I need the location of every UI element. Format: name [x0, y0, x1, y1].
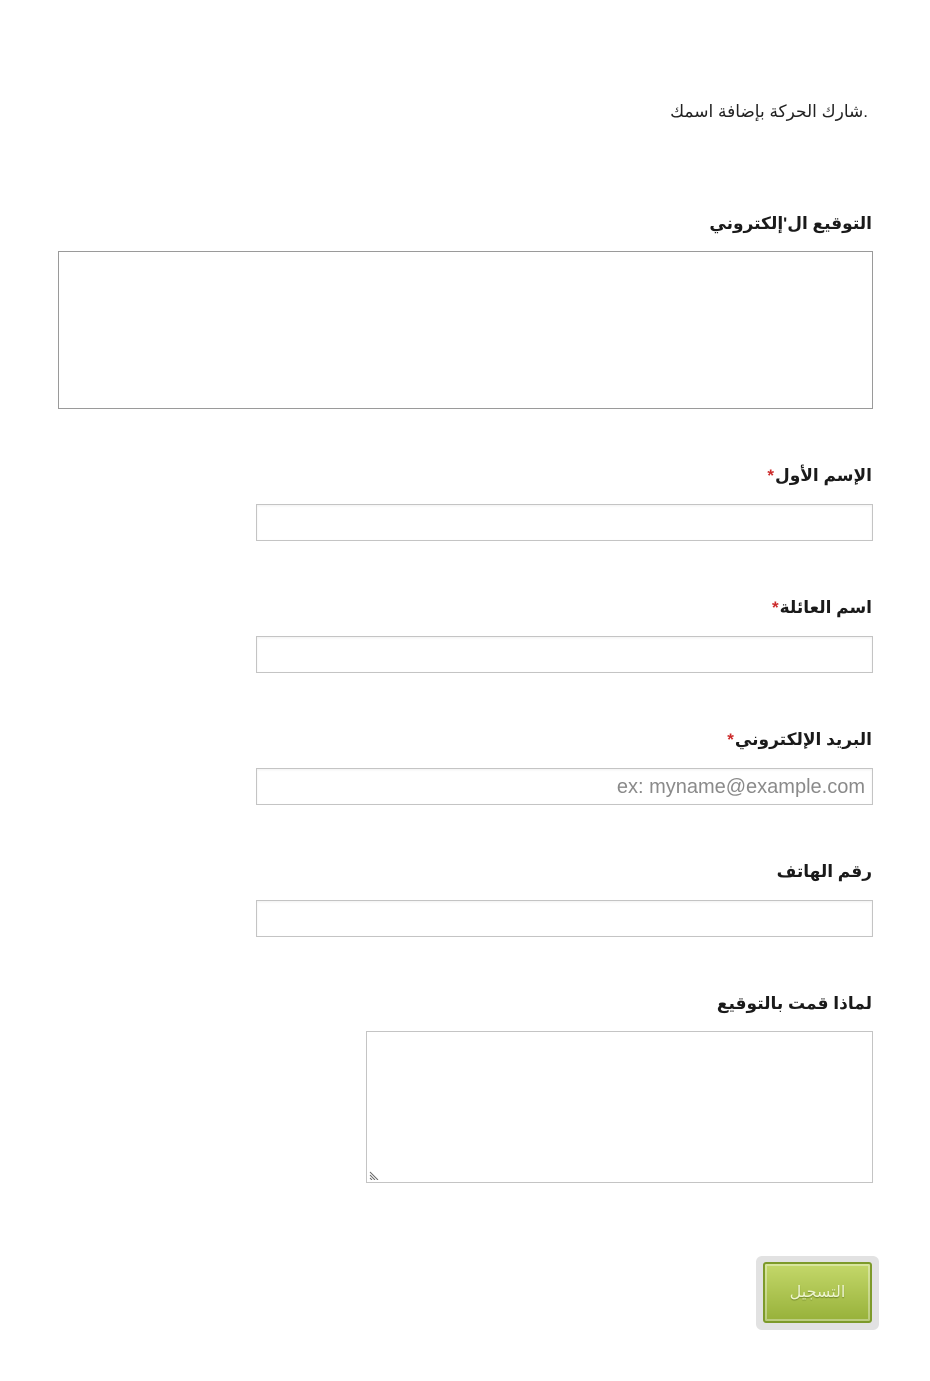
- reason-label: لماذا قمت بالتوقيع: [716, 994, 872, 1013]
- reason-textarea[interactable]: [366, 1031, 873, 1183]
- resize-handle-icon[interactable]: [369, 1168, 381, 1180]
- submit-button-frame: [756, 1256, 879, 1330]
- last-name-input[interactable]: [256, 636, 873, 673]
- first-name-label: الإسم الأول*: [767, 466, 872, 485]
- signature-pad[interactable]: [58, 251, 873, 409]
- first-name-input[interactable]: [256, 504, 873, 541]
- required-mark: *: [727, 730, 734, 749]
- required-mark: *: [767, 466, 774, 485]
- email-placeholder: ex: myname@example.com: [616, 776, 865, 798]
- email-label: البريد الإلكتروني*: [727, 730, 872, 749]
- signature-label: التوقيع ال'إلكتروني: [709, 214, 872, 233]
- submit-button[interactable]: التسجيل: [763, 1262, 872, 1323]
- email-input[interactable]: [256, 768, 873, 805]
- phone-label: رقم الهاتف: [776, 862, 872, 881]
- last-name-label: اسم العائلة*: [771, 598, 872, 617]
- intro-text: .شارك الحركة بإضافة اسمك: [670, 102, 868, 121]
- phone-input[interactable]: [256, 900, 873, 937]
- required-mark: *: [771, 598, 779, 617]
